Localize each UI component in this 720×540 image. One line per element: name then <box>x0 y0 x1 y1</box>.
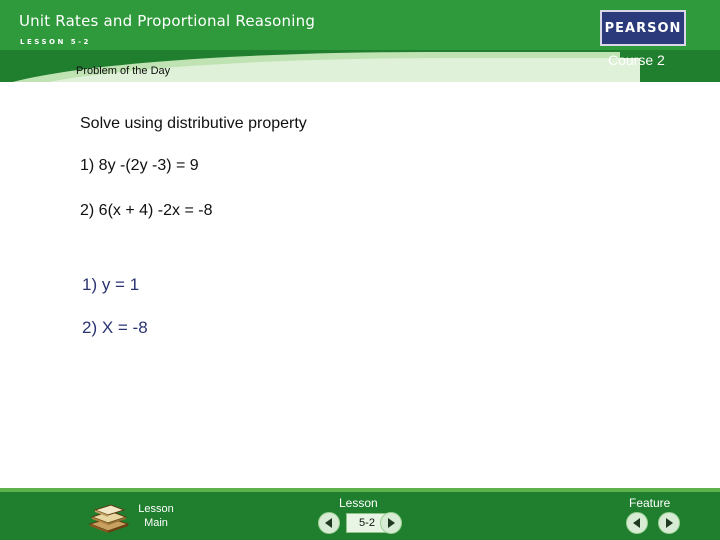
problem-2: 2) 6(x + 4) -2x = -8 <box>80 202 213 219</box>
lesson-next-button[interactable] <box>380 512 402 534</box>
course-label: Course 2 <box>608 52 665 68</box>
arrow-right-icon <box>385 517 397 529</box>
lesson-main-label <box>134 502 178 530</box>
lesson-nav <box>316 488 406 540</box>
lesson-number: 5-2 <box>346 513 388 533</box>
section-title: Problem of the Day <box>76 65 171 77</box>
lesson-main-button[interactable] <box>88 498 188 538</box>
lesson-nav-label: Lesson <box>339 496 378 510</box>
feature-next-button[interactable] <box>658 512 680 534</box>
lesson-code: LESSON 5-2 <box>20 38 91 46</box>
feature-nav <box>624 488 684 540</box>
instruction-text: Solve using distributive property <box>80 115 307 132</box>
arrow-left-icon <box>323 517 335 529</box>
problem-1: 1) 8y -(2y -3) = 9 <box>80 157 199 174</box>
lesson-prev-button[interactable] <box>318 512 340 534</box>
feature-nav-label: Feature <box>629 496 671 510</box>
arrow-right-icon <box>663 517 675 529</box>
pearson-logo <box>600 10 686 46</box>
footer-nav <box>0 488 720 540</box>
answer-2: 2) X = -8 <box>82 318 148 337</box>
slide-content <box>0 82 720 488</box>
answer-1: 1) y = 1 <box>82 275 140 294</box>
pearson-logo-text: PEARSON <box>604 20 682 36</box>
lesson-main-line2: Main <box>144 517 168 529</box>
book-stack-icon <box>88 504 130 534</box>
page-title: Unit Rates and Proportional Reasoning <box>19 12 316 30</box>
lesson-main-line1: Lesson <box>138 503 174 515</box>
feature-prev-button[interactable] <box>626 512 648 534</box>
arrow-left-icon <box>631 517 643 529</box>
